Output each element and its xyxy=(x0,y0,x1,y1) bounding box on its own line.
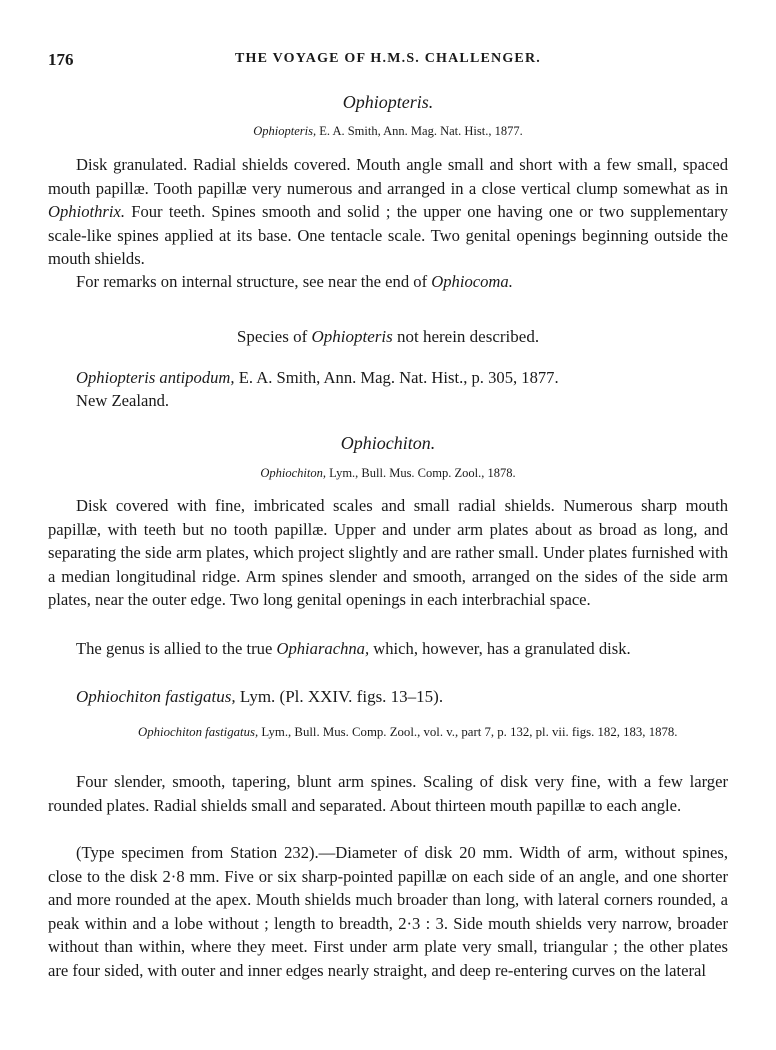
heading-text: Species of xyxy=(236,327,312,346)
species-name: Ophiopteris antipodum, xyxy=(76,368,235,387)
remark-paragraph xyxy=(48,270,728,294)
citation-genus-name: Ophiopteris, xyxy=(253,124,317,138)
description-text-cont: Four teeth. Spines smooth and solid ; the upper one having one or two supplementary scale-like spines applied at its base. One tentacle scale. Two genital openings beginning outside the mouth shields. xyxy=(48,202,728,268)
species-description-2 xyxy=(48,841,728,982)
species-locality: New Zealand. xyxy=(76,391,170,410)
remark-text: For remarks on internal structure, see near the end of xyxy=(76,272,432,291)
description-text: Disk granulated. Radial shields covered. Mouth angle small and short with a few small, spaced mouth papillæ. Tooth papillæ very numerous and arranged in a close vertical clump somewhat as in xyxy=(48,155,728,198)
genus-description-ophiopteris xyxy=(48,153,728,271)
description-italic: Ophiothrix. xyxy=(48,202,125,221)
genus-citation-ophiopteris xyxy=(0,124,776,139)
description-text: (Type specimen from Station 232).—Diameter of disk 20 mm. Width of arm, without spines, close to the disk 2·8 mm. Five or six sharp-pointed papillæ on each side of an angle, and one shorter and more rounded at the apex. Mouth shields much broader than long, with lateral corners rounded, a peak within and a lobe without ; length to breadth, 2·3 : 3. Side mouth shields very narrow, broader without than within, where they meet. First under arm plate very small, triangular ; the other plates are four sided, with outer and inner edges nearly straight, and deep re-entering curves on the lateral xyxy=(48,843,728,980)
allied-text: The genus is allied to the true xyxy=(76,639,277,658)
citation-genus-name: Ophiochiton, xyxy=(260,466,326,480)
species-reference: E. A. Smith, Ann. Mag. Nat. Hist., p. 305, 1877. xyxy=(234,368,559,387)
species-heading-text: Lym. (Pl. XXIV. figs. 13–15). xyxy=(235,687,444,706)
genus-citation-ophiochiton xyxy=(0,466,776,481)
citation-reference: Lym., Bull. Mus. Comp. Zool., 1878. xyxy=(326,466,516,480)
genus-description-ophiochiton xyxy=(48,494,728,612)
species-description-1 xyxy=(48,770,728,817)
running-header xyxy=(48,50,728,72)
species-heading-fastigatus xyxy=(76,687,443,707)
allied-text-end: which, however, has a granulated disk. xyxy=(369,639,631,658)
species-entry-antipodum xyxy=(76,366,559,389)
heading-italic: Ophiopteris xyxy=(311,327,393,346)
citation-reference: Lym., Bull. Mus. Comp. Zool., vol. v., part 7, p. 132, pl. vii. figs. 182, 183, 1878. xyxy=(258,725,678,739)
species-citation-fastigatus xyxy=(138,722,728,742)
page-number: 176 xyxy=(48,50,74,69)
description-text: Disk covered with fine, imbricated scales and small radial shields. Numerous sharp mouth papillæ, with teeth but no tooth papillæ. Upper and under arm plates about as broad as long, and separating the side arm plates, which project slightly and are rather small. Under plates furnished with a median longitudinal ridge. Arm spines slender and smooth, arranged on the sides of the side arm plates, near the outer edge. Two long genital openings in each interbrachial space. xyxy=(48,496,728,609)
citation-species-name: Ophiochiton fastigatus, xyxy=(138,725,259,739)
genus-title-ophiochiton: Ophiochiton. xyxy=(340,433,436,453)
genus-title-ophiopteris: Ophiopteris. xyxy=(342,92,434,112)
allied-italic: Ophiarachna, xyxy=(276,639,370,658)
species-not-described-heading xyxy=(0,327,776,347)
remark-italic: Ophiocoma. xyxy=(431,272,513,291)
description-text: Four slender, smooth, tapering, blunt arm spines. Scaling of disk very fine, with a few larger rounded plates. Radial shields small and separated. About thirteen mouth papillæ to each angle. xyxy=(48,772,728,815)
species-heading-italic: Ophiochiton fastigatus, xyxy=(76,687,236,706)
heading-text-end: not herein described. xyxy=(392,327,540,346)
citation-reference: E. A. Smith, Ann. Mag. Nat. Hist., 1877. xyxy=(316,124,523,138)
allied-paragraph xyxy=(48,637,728,661)
running-title: THE VOYAGE OF H.M.S. CHALLENGER. xyxy=(235,51,541,66)
